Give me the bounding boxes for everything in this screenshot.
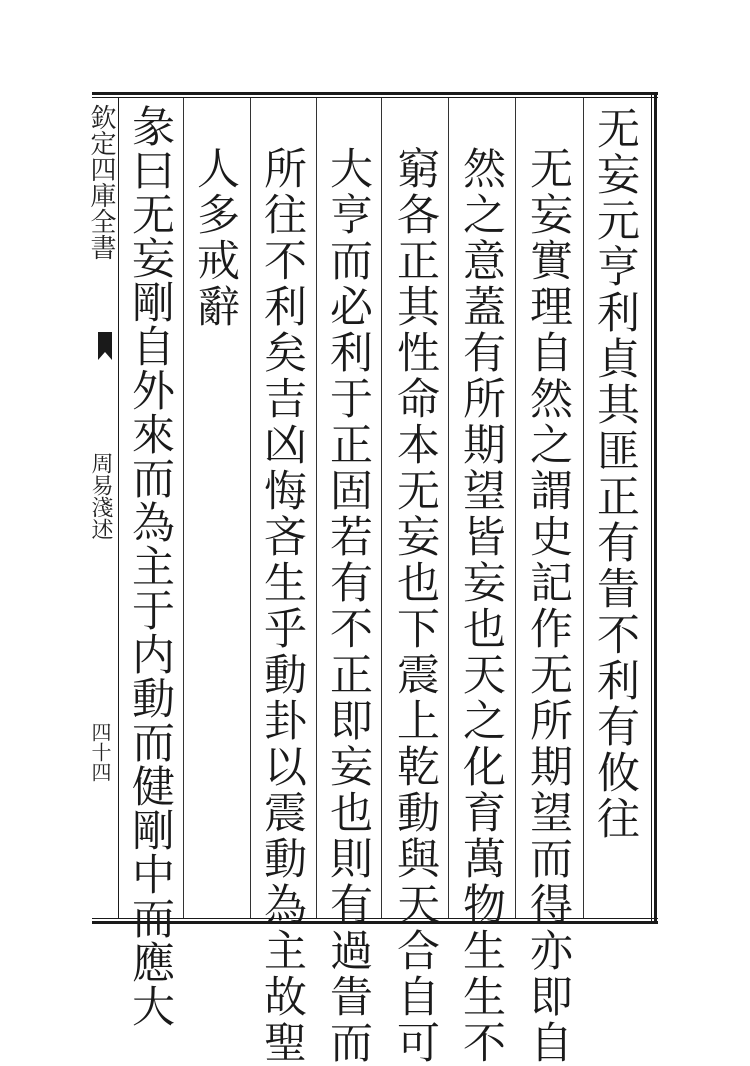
column-divider (183, 98, 184, 918)
frame-right-border (651, 92, 657, 924)
text-column-6: 所往不利矣吉凶悔吝生乎動卦以震動為主故聖 (257, 146, 307, 1066)
text-column-2: 无妄實理自然之謂史記作无所期望而得亦即自 (523, 146, 573, 1066)
frame-left-border (118, 98, 119, 918)
fishtail-mark-icon (96, 330, 114, 370)
text-column-7: 人多戒辭 (190, 146, 240, 330)
column-divider (448, 98, 449, 918)
column-divider (515, 98, 516, 918)
column-divider (250, 98, 251, 918)
margin-page-number: 四十四 (88, 722, 112, 782)
column-divider (381, 98, 382, 918)
text-column-4: 窮各正其性命本无妄也下震上乾動與天合自可 (390, 146, 440, 1066)
text-column-1: 无妄元亨利貞其匪正有眚不利有攸往 (590, 106, 640, 842)
frame-bottom-border (92, 918, 658, 924)
text-column-5: 大亨而必利于正固若有不正即妄也則有過眚而 (323, 146, 373, 1066)
text-column-3: 然之意蓋有所期望皆妄也天之化育萬物生生不 (456, 146, 506, 1066)
text-column-8: 彖曰无妄剛自外來而為主于内動而健剛中而應大 (125, 104, 175, 1028)
column-divider (583, 98, 584, 918)
margin-title: 欽定四庫全書 (86, 104, 116, 260)
frame-top-border (92, 92, 658, 98)
column-divider (316, 98, 317, 918)
margin-book-title: 周易淺述 (88, 452, 113, 540)
